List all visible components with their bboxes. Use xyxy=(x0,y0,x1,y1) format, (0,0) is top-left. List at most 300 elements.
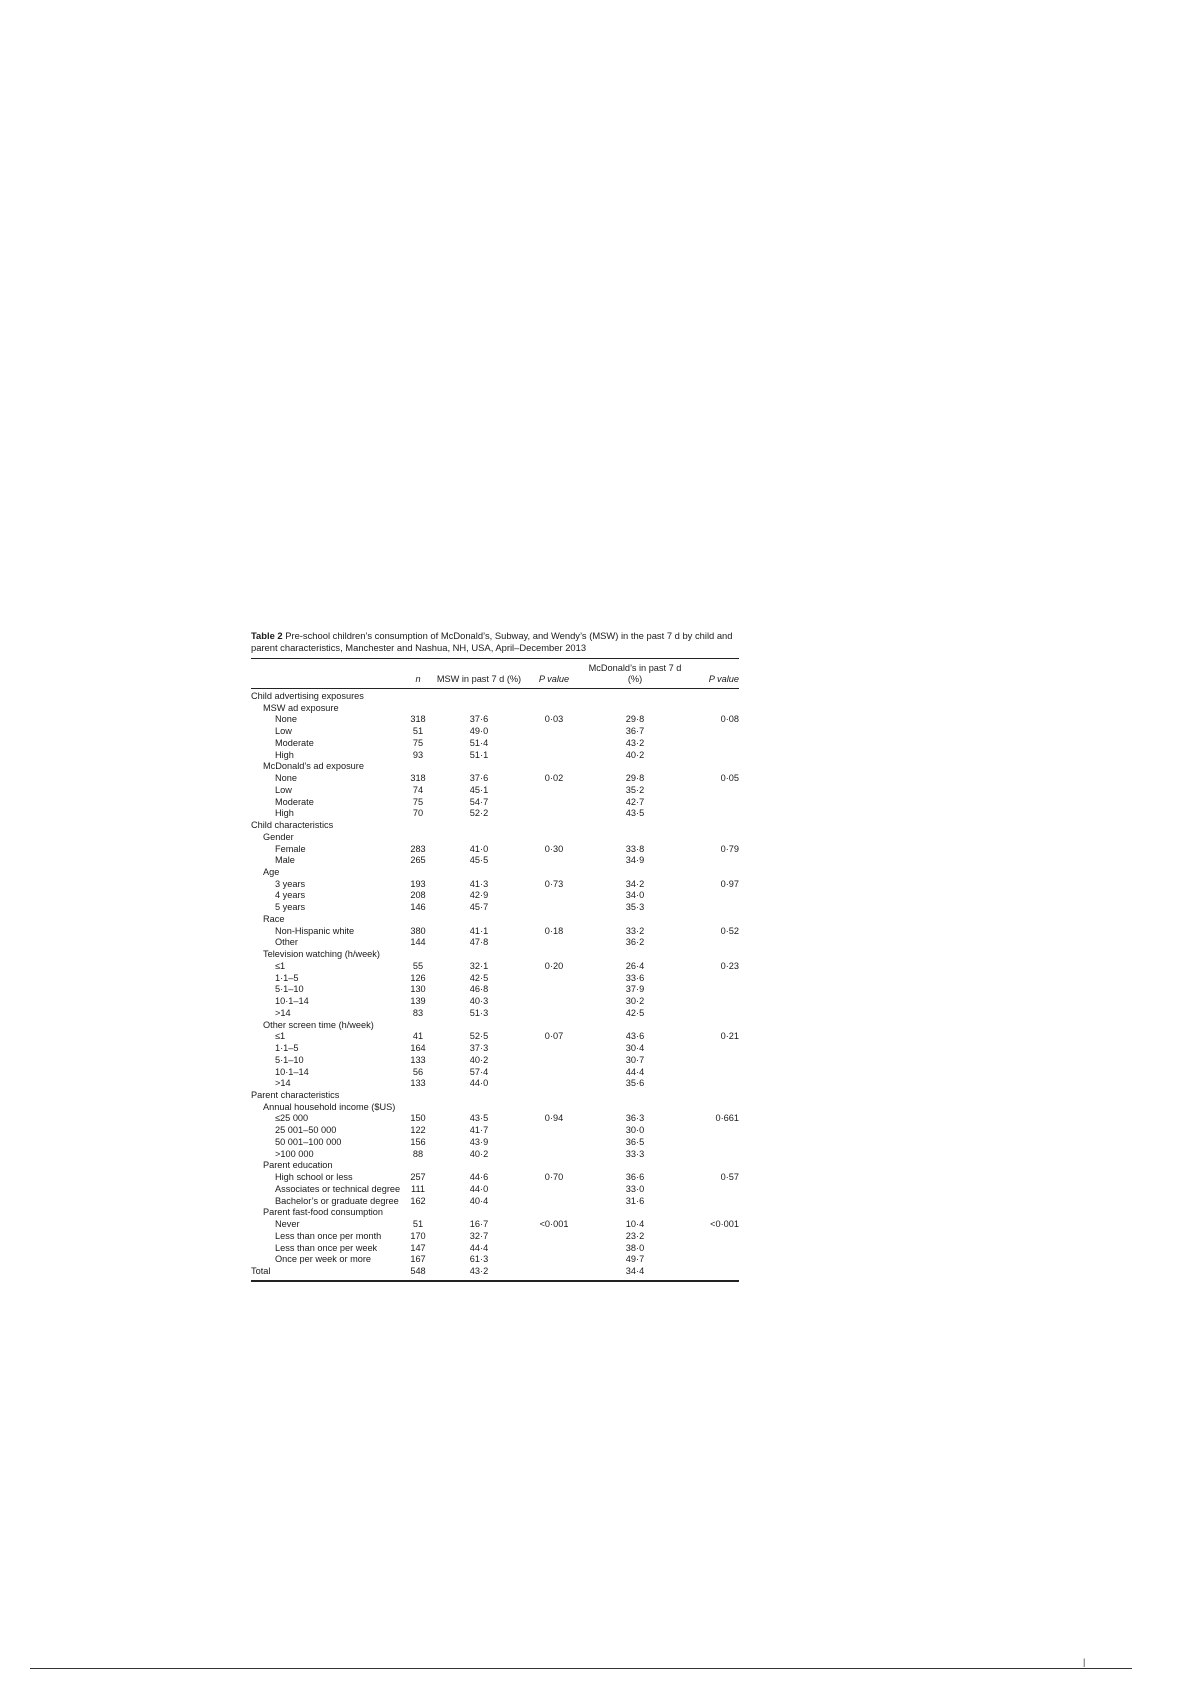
cell-p-value-1 xyxy=(523,1231,585,1243)
cell-characteristic: Low xyxy=(275,784,292,795)
cell-p-value-2 xyxy=(685,1067,739,1079)
cell-characteristic: High school or less xyxy=(275,1172,353,1183)
cell-mcdonalds xyxy=(585,914,685,926)
cell-n xyxy=(401,761,435,773)
cell-mcdonalds: 30·4 xyxy=(625,1043,645,1054)
cell-characteristic: Once per week or more xyxy=(275,1254,371,1265)
table-row xyxy=(251,844,739,856)
table-row xyxy=(251,1031,739,1043)
cell-n: 133 xyxy=(410,1054,426,1065)
cell-mcdonalds xyxy=(585,761,685,773)
table-header-row xyxy=(251,659,739,689)
cell-msw: 16·7 xyxy=(469,1219,489,1230)
cell-characteristic: Never xyxy=(275,1219,300,1230)
cell-mcdonalds: 33·8 xyxy=(625,843,645,854)
cell-characteristic: Less than once per week xyxy=(275,1242,378,1253)
header-p-value-1: P value xyxy=(523,659,585,689)
cell-mcdonalds: 40·2 xyxy=(625,749,645,760)
cell-mcdonalds xyxy=(585,832,685,844)
cell-p-value-2: 0·97 xyxy=(720,878,739,889)
cell-characteristic: Moderate xyxy=(275,737,314,748)
table-row xyxy=(251,879,739,891)
cell-p-value-2 xyxy=(685,689,739,703)
cell-mcdonalds: 36·2 xyxy=(625,937,645,948)
cell-p-value-2: 0·23 xyxy=(720,960,739,971)
cell-msw: 42·5 xyxy=(469,972,489,983)
cell-p-value-1 xyxy=(523,820,585,832)
cell-msw: 45·5 xyxy=(469,855,489,866)
cell-characteristic: Gender xyxy=(263,831,294,842)
table-row xyxy=(251,1219,739,1231)
cell-p-value-1 xyxy=(523,1078,585,1090)
cell-characteristic: MSW ad exposure xyxy=(263,702,339,713)
cell-p-value-1 xyxy=(523,1043,585,1055)
cell-n: 75 xyxy=(412,737,424,748)
cell-mcdonalds xyxy=(585,703,685,715)
cell-n: 318 xyxy=(410,714,426,725)
cell-n: 41 xyxy=(412,1031,424,1042)
cell-msw: 47·8 xyxy=(469,937,489,948)
cell-msw xyxy=(435,1090,523,1102)
cell-msw: 44·0 xyxy=(469,1183,489,1194)
cell-n: 75 xyxy=(412,796,424,807)
table-row xyxy=(251,1113,739,1125)
cell-mcdonalds xyxy=(585,1207,685,1219)
cell-mcdonalds xyxy=(585,1090,685,1102)
cell-mcdonalds: 43·5 xyxy=(625,808,645,819)
table-row xyxy=(251,1125,739,1137)
cell-characteristic: 10·1–14 xyxy=(275,996,309,1007)
cell-msw: 37·3 xyxy=(469,1043,489,1054)
table-row xyxy=(251,1266,739,1281)
cell-p-value-1 xyxy=(523,1149,585,1161)
cell-n: 51 xyxy=(412,726,424,737)
cell-characteristic: Television watching (h/week) xyxy=(263,949,380,960)
cell-p-value-2 xyxy=(685,890,739,902)
cell-n: 144 xyxy=(410,937,426,948)
table-block xyxy=(251,630,739,1282)
cell-p-value-2 xyxy=(685,820,739,832)
cell-n: 111 xyxy=(411,1183,425,1194)
cell-characteristic: Annual household income ($US) xyxy=(263,1101,396,1112)
cell-characteristic: 5·1–10 xyxy=(275,984,304,995)
cell-msw: 43·9 xyxy=(469,1136,489,1147)
cell-n: 83 xyxy=(412,1007,424,1018)
table-row xyxy=(251,761,739,773)
cell-p-value-1 xyxy=(523,973,585,985)
cell-p-value-2 xyxy=(685,1090,739,1102)
cell-n: 380 xyxy=(410,925,426,936)
cell-p-value-2 xyxy=(685,832,739,844)
cell-p-value-2 xyxy=(685,1184,739,1196)
cell-characteristic: Parent education xyxy=(263,1160,333,1171)
cell-msw: 37·6 xyxy=(469,714,489,725)
table-row xyxy=(251,855,739,867)
cell-characteristic: Age xyxy=(263,867,280,878)
cell-n xyxy=(401,703,435,715)
cell-mcdonalds: 34·4 xyxy=(625,1265,645,1276)
cell-mcdonalds: 35·6 xyxy=(625,1078,645,1089)
cell-msw: 40·2 xyxy=(469,1054,489,1065)
cell-characteristic: ≤1 xyxy=(275,1031,286,1042)
cell-p-value-1 xyxy=(523,1055,585,1067)
table-caption xyxy=(251,630,739,654)
cell-msw: 44·4 xyxy=(469,1242,489,1253)
cell-msw xyxy=(435,1020,523,1032)
cell-mcdonalds: 34·2 xyxy=(625,878,645,889)
table-row xyxy=(251,785,739,797)
cell-characteristic: ≤1 xyxy=(275,960,286,971)
cell-n: 150 xyxy=(410,1113,426,1124)
cell-msw xyxy=(435,689,523,703)
cell-characteristic: >100 000 xyxy=(275,1148,314,1159)
cell-n: 74 xyxy=(412,784,424,795)
cell-n: 208 xyxy=(410,890,426,901)
table-row xyxy=(251,1043,739,1055)
cell-p-value-2 xyxy=(685,1008,739,1020)
cell-p-value-1 xyxy=(523,1243,585,1255)
cell-msw xyxy=(435,761,523,773)
cell-mcdonalds: 33·0 xyxy=(625,1183,645,1194)
cell-msw: 61·3 xyxy=(469,1254,489,1265)
cell-mcdonalds xyxy=(585,867,685,879)
cell-characteristic: >14 xyxy=(275,1078,291,1089)
header-characteristic xyxy=(251,659,401,689)
cell-p-value-1 xyxy=(523,703,585,715)
cell-p-value-1 xyxy=(523,867,585,879)
header-mcdonalds: McDonald’s in past 7 d (%) xyxy=(585,659,685,689)
cell-p-value-1 xyxy=(523,738,585,750)
cell-mcdonalds: 31·6 xyxy=(625,1195,645,1206)
cell-characteristic: 1·1–5 xyxy=(275,1043,299,1054)
table-row xyxy=(251,832,739,844)
cell-p-value-2 xyxy=(685,761,739,773)
cell-msw: 37·6 xyxy=(469,773,489,784)
cell-msw: 44·0 xyxy=(469,1078,489,1089)
cell-p-value-1: 0·70 xyxy=(544,1172,564,1183)
cell-mcdonalds xyxy=(585,820,685,832)
cell-p-value-1 xyxy=(523,808,585,820)
cell-n xyxy=(401,1102,435,1114)
cell-characteristic: 25 001–50 000 xyxy=(275,1125,337,1136)
cell-msw: 40·4 xyxy=(469,1195,489,1206)
cell-msw xyxy=(435,1160,523,1172)
cell-msw: 41·1 xyxy=(469,925,489,936)
cell-n: 170 xyxy=(410,1230,426,1241)
cell-n: 156 xyxy=(410,1136,426,1147)
cell-p-value-2 xyxy=(685,808,739,820)
cell-characteristic: Non-Hispanic white xyxy=(275,925,355,936)
table-row xyxy=(251,689,739,703)
cell-msw: 54·7 xyxy=(469,796,489,807)
cell-p-value-1 xyxy=(523,1067,585,1079)
cell-p-value-1 xyxy=(523,1090,585,1102)
cell-characteristic: Female xyxy=(275,843,306,854)
cell-msw: 32·1 xyxy=(469,960,489,971)
cell-n: 257 xyxy=(410,1172,426,1183)
cell-p-value-1: 0·18 xyxy=(544,925,564,936)
cell-p-value-2 xyxy=(685,937,739,949)
table-row xyxy=(251,714,739,726)
cell-n: 51 xyxy=(412,1219,424,1230)
cell-msw: 40·3 xyxy=(469,996,489,1007)
cell-mcdonalds: 36·5 xyxy=(625,1136,645,1147)
cell-characteristic: Less than once per month xyxy=(275,1230,382,1241)
cell-p-value-2 xyxy=(685,750,739,762)
cell-mcdonalds: 43·6 xyxy=(625,1031,645,1042)
cell-msw xyxy=(435,1207,523,1219)
cell-msw: 43·5 xyxy=(469,1113,489,1124)
cell-p-value-1 xyxy=(523,855,585,867)
cell-p-value-1 xyxy=(523,1184,585,1196)
cell-mcdonalds: 35·3 xyxy=(625,902,645,913)
cell-msw: 51·1 xyxy=(469,749,489,760)
cell-p-value-1 xyxy=(523,1020,585,1032)
cell-n xyxy=(401,832,435,844)
cell-p-value-2 xyxy=(685,726,739,738)
cell-p-value-1 xyxy=(523,1196,585,1208)
page-bottom-rule xyxy=(30,1668,1132,1669)
cell-msw: 51·3 xyxy=(469,1007,489,1018)
cell-p-value-1 xyxy=(523,750,585,762)
cell-p-value-1 xyxy=(523,832,585,844)
cell-msw: 57·4 xyxy=(469,1066,489,1077)
cell-p-value-1 xyxy=(523,1207,585,1219)
cell-n: 126 xyxy=(410,972,426,983)
cell-mcdonalds: 29·8 xyxy=(625,714,645,725)
cell-n xyxy=(401,949,435,961)
table-row xyxy=(251,1102,739,1114)
cell-p-value-2 xyxy=(685,949,739,961)
table-row xyxy=(251,914,739,926)
cell-characteristic: Child characteristics xyxy=(251,820,334,831)
table-row xyxy=(251,890,739,902)
table-row xyxy=(251,867,739,879)
cell-msw xyxy=(435,1102,523,1114)
header-p-value-2: P value xyxy=(685,659,739,689)
cell-mcdonalds xyxy=(585,1020,685,1032)
cell-n xyxy=(401,1090,435,1102)
cell-mcdonalds: 10·4 xyxy=(625,1219,645,1230)
cell-mcdonalds: 23·2 xyxy=(625,1230,645,1241)
cell-p-value-2: 0·52 xyxy=(720,925,739,936)
cell-mcdonalds: 33·6 xyxy=(625,972,645,983)
cell-n: 139 xyxy=(410,996,426,1007)
cell-n xyxy=(401,867,435,879)
cell-p-value-2 xyxy=(685,1137,739,1149)
cell-msw xyxy=(435,820,523,832)
cell-p-value-1: 0·30 xyxy=(544,843,564,854)
cell-mcdonalds: 33·2 xyxy=(625,925,645,936)
cell-p-value-2 xyxy=(685,703,739,715)
cell-p-value-2 xyxy=(685,973,739,985)
cell-p-value-1 xyxy=(523,1008,585,1020)
cell-msw xyxy=(435,949,523,961)
cell-msw: 43·2 xyxy=(469,1265,489,1276)
cell-characteristic: 5·1–10 xyxy=(275,1054,304,1065)
cell-msw xyxy=(435,914,523,926)
cell-p-value-2 xyxy=(685,1149,739,1161)
cell-p-value-1 xyxy=(523,1102,585,1114)
cell-mcdonalds xyxy=(585,1160,685,1172)
cell-mcdonalds: 29·8 xyxy=(625,773,645,784)
cell-mcdonalds: 35·2 xyxy=(625,784,645,795)
cell-n: 167 xyxy=(410,1254,426,1265)
cell-characteristic: ≤25 000 xyxy=(275,1113,309,1124)
table-caption-text: Pre-school children’s consumption of McDonald’s, Subway, and Wendy’s (MSW) in the past 7 d by child and parent characteristics, Manchester and Nashua, NH, USA, April–December 2013 xyxy=(251,630,733,653)
cell-n: 130 xyxy=(410,984,426,995)
cell-mcdonalds xyxy=(585,689,685,703)
cell-mcdonalds: 30·0 xyxy=(625,1125,645,1136)
cell-p-value-1: 0·73 xyxy=(544,878,564,889)
cell-p-value-2 xyxy=(685,867,739,879)
cell-msw: 32·7 xyxy=(469,1230,489,1241)
cell-p-value-1 xyxy=(523,937,585,949)
cell-p-value-1: 0·94 xyxy=(544,1113,564,1124)
cell-characteristic: Parent characteristics xyxy=(251,1089,340,1100)
cell-n: 93 xyxy=(412,749,424,760)
cell-p-value-2 xyxy=(685,738,739,750)
cell-characteristic: Total xyxy=(251,1265,271,1276)
cell-p-value-2 xyxy=(685,902,739,914)
cell-p-value-1: 0·07 xyxy=(544,1031,564,1042)
cell-characteristic: 1·1–5 xyxy=(275,972,299,983)
table-row xyxy=(251,984,739,996)
cell-characteristic: Other xyxy=(275,937,298,948)
cell-n xyxy=(401,820,435,832)
cell-n xyxy=(401,689,435,703)
table-row xyxy=(251,1078,739,1090)
cell-msw: 44·6 xyxy=(469,1172,489,1183)
cell-n xyxy=(401,1020,435,1032)
cell-n: 283 xyxy=(410,843,426,854)
cell-mcdonalds xyxy=(585,949,685,961)
cell-n: 193 xyxy=(410,878,426,889)
table-row xyxy=(251,797,739,809)
table-row xyxy=(251,750,739,762)
cell-mcdonalds: 43·2 xyxy=(625,737,645,748)
cell-p-value-1 xyxy=(523,949,585,961)
cell-p-value-1: <0·001 xyxy=(539,1219,569,1230)
cell-characteristic: High xyxy=(275,808,294,819)
table-row xyxy=(251,1055,739,1067)
cell-p-value-1: 0·20 xyxy=(544,960,564,971)
table-row xyxy=(251,773,739,785)
table-row xyxy=(251,1149,739,1161)
table-row xyxy=(251,703,739,715)
table-row xyxy=(251,820,739,832)
cell-characteristic: Parent fast-food consumption xyxy=(263,1207,384,1218)
cell-p-value-2 xyxy=(685,1266,739,1281)
cell-p-value-1 xyxy=(523,890,585,902)
cell-mcdonalds: 42·7 xyxy=(625,796,645,807)
table-row xyxy=(251,902,739,914)
cell-mcdonalds: 34·9 xyxy=(625,855,645,866)
table-row xyxy=(251,1090,739,1102)
cell-p-value-2 xyxy=(685,1196,739,1208)
cell-n: 548 xyxy=(410,1265,426,1276)
cell-mcdonalds: 34·0 xyxy=(625,890,645,901)
cell-p-value-1 xyxy=(523,689,585,703)
table-row xyxy=(251,996,739,1008)
cell-p-value-2 xyxy=(685,1055,739,1067)
cell-p-value-1 xyxy=(523,902,585,914)
cell-p-value-1 xyxy=(523,1137,585,1149)
table-row xyxy=(251,1207,739,1219)
cell-msw: 51·4 xyxy=(469,737,489,748)
cell-p-value-2: 0·08 xyxy=(720,714,739,725)
table-row xyxy=(251,937,739,949)
cell-p-value-2: 0·21 xyxy=(720,1031,739,1042)
cell-characteristic: None xyxy=(275,714,297,725)
header-msw: MSW in past 7 d (%) xyxy=(435,659,523,689)
cell-n: 162 xyxy=(410,1195,426,1206)
cell-p-value-2 xyxy=(685,797,739,809)
cell-p-value-2 xyxy=(685,1125,739,1137)
table-row xyxy=(251,726,739,738)
cell-mcdonalds: 36·6 xyxy=(625,1172,645,1183)
cell-mcdonalds: 36·7 xyxy=(625,726,645,737)
cell-p-value-1 xyxy=(523,984,585,996)
cell-characteristic: >14 xyxy=(275,1007,291,1018)
cell-characteristic: Associates or technical degree xyxy=(275,1183,401,1194)
cell-msw: 40·2 xyxy=(469,1148,489,1159)
table-row xyxy=(251,1172,739,1184)
cell-characteristic: Race xyxy=(263,913,285,924)
table-row xyxy=(251,1067,739,1079)
table-label: Table 2 xyxy=(251,630,283,641)
cell-msw xyxy=(435,867,523,879)
cell-characteristic: Bachelor’s or graduate degree xyxy=(275,1195,399,1206)
cell-p-value-1 xyxy=(523,797,585,809)
cell-mcdonalds: 38·0 xyxy=(625,1242,645,1253)
cell-characteristic: None xyxy=(275,773,297,784)
cell-msw: 41·0 xyxy=(469,843,489,854)
cell-p-value-1 xyxy=(523,785,585,797)
cell-p-value-2 xyxy=(685,1207,739,1219)
cell-characteristic: 5 years xyxy=(275,902,306,913)
cell-mcdonalds xyxy=(585,1102,685,1114)
cell-n: 265 xyxy=(410,855,426,866)
cell-p-value-2 xyxy=(685,1043,739,1055)
cell-p-value-2: <0·001 xyxy=(710,1219,739,1230)
table-body xyxy=(251,689,739,1281)
table-row xyxy=(251,738,739,750)
cell-characteristic: Other screen time (h/week) xyxy=(263,1019,374,1030)
cell-n: 56 xyxy=(412,1066,424,1077)
table-row xyxy=(251,1137,739,1149)
cell-n xyxy=(401,914,435,926)
cell-characteristic: 10·1–14 xyxy=(275,1066,309,1077)
cell-p-value-2: 0·05 xyxy=(720,773,739,784)
cell-n: 147 xyxy=(410,1242,426,1253)
cell-p-value-1 xyxy=(523,1125,585,1137)
cell-n: 55 xyxy=(412,960,424,971)
cell-p-value-2: 0·79 xyxy=(720,843,739,854)
data-table xyxy=(251,658,739,1282)
cell-mcdonalds: 37·9 xyxy=(625,984,645,995)
cell-mcdonalds: 33·3 xyxy=(625,1148,645,1159)
table-row xyxy=(251,926,739,938)
cell-p-value-2 xyxy=(685,1078,739,1090)
cell-p-value-2: 0·661 xyxy=(715,1113,739,1124)
cell-msw xyxy=(435,832,523,844)
cell-n: 164 xyxy=(410,1043,426,1054)
cell-p-value-2 xyxy=(685,1020,739,1032)
cell-n: 122 xyxy=(410,1125,426,1136)
cell-n xyxy=(401,1207,435,1219)
cell-n: 88 xyxy=(412,1148,424,1159)
